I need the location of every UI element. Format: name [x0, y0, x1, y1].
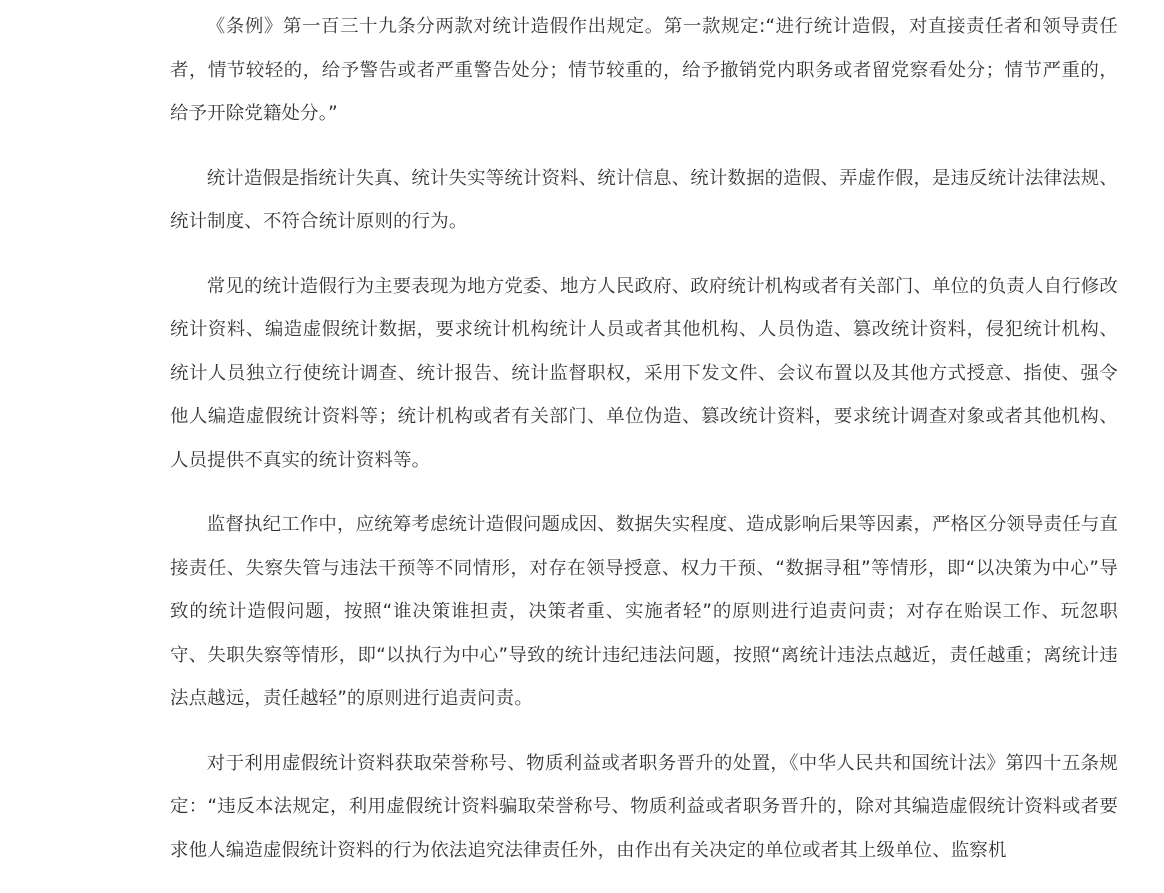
paragraph-supervision: 监督执纪工作中，应统筹考虑统计造假问题成因、数据失实程度、造成影响后果等因素，严格区分领导责任与直接责任、失察失管与违法干预等不同情形，对存在领导授意、权力干预、“数据寻租”等情形，即“以决策为中心”导致的统计造假问题，按照“谁决策谁担责，决策者重、实施者轻”的原则进行追责问责；对存在贻误工作、玩忽职守、失职失察等情形，即“以执行为中心”导致的统计违纪违法问题，按照“离统计违法点越近，责任越重；离统计违法点越远，责任越轻”的原则进行追责问责。 [170, 514, 1118, 709]
article-body [170, 5, 1118, 893]
paragraph-article-139: 《条例》第一百三十九条分两款对统计造假作出规定。第一款规定:“进行统计造假，对直接责任者和领导责任者，情节较轻的，给予警告或者严重警告处分；情节较重的，给予撤销党内职务或者留党察看处分；情节严重的，给予开除党籍处分。” [170, 16, 1118, 124]
paragraph-definition: 统计造假是指统计失真、统计失实等统计资料、统计信息、统计数据的造假、弄虚作假，是违反统计法律法规、统计制度、不符合统计原则的行为。 [170, 167, 1118, 232]
paragraph-statistics-law: 对于利用虚假统计资料获取荣誉称号、物质利益或者职务晋升的处置，《中华人民共和国统计法》第四十五条规定：“违反本法规定，利用虚假统计资料骗取荣誉称号、物质利益或者职务晋升的，除对其编造虚假统计资料或者要求他人编造虚假统计资料的行为依法追究法律责任外，由作出有关决定的单位或者其上级单位、监察机 [170, 752, 1118, 861]
paragraph-common-behaviors: 常见的统计造假行为主要表现为地方党委、地方人民政府、政府统计机构或者有关部门、单位的负责人自行修改统计资料、编造虚假统计数据，要求统计机构统计人员或者其他机构、人员伪造、篡改统计资料，侵犯统计机构、统计人员独立行使统计调查、统计报告、统计监督职权，采用下发文件、会议布置以及其他方式授意、指使、强令他人编造虚假统计资料等；统计机构或者有关部门、单位伪造、篡改统计资料，要求统计调查对象或者其他机构、人员提供不真实的统计资料等。 [170, 275, 1118, 471]
